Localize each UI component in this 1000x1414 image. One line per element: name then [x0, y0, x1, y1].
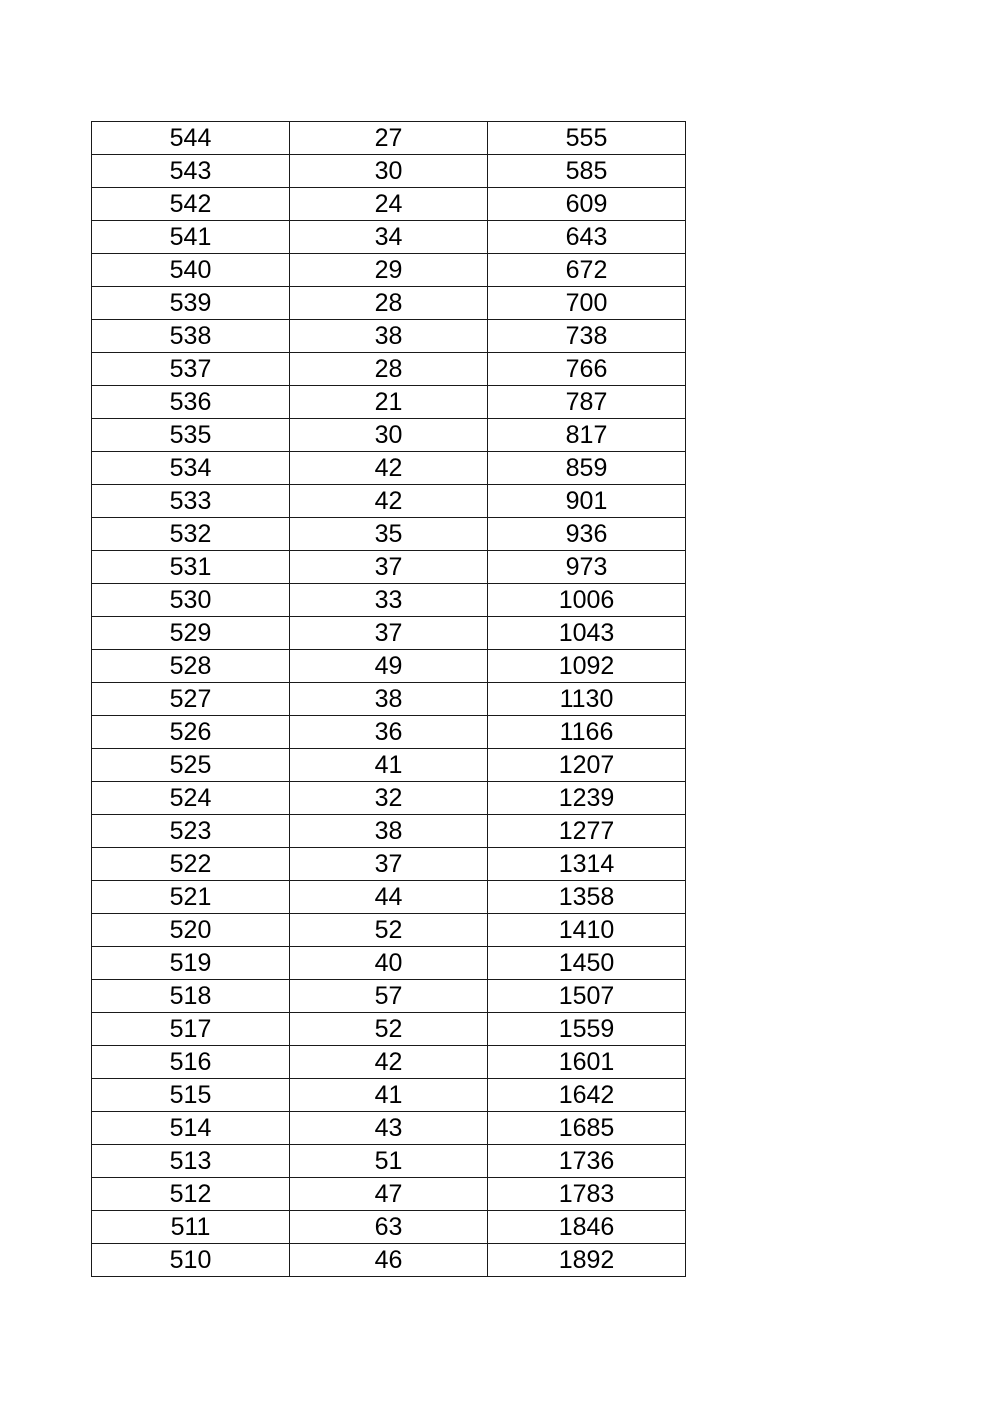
- table-row: [92, 320, 686, 353]
- table-cell: 47: [290, 1178, 488, 1211]
- table-cell: 510: [92, 1244, 290, 1277]
- table-cell: 34: [290, 221, 488, 254]
- table-cell: 52: [290, 914, 488, 947]
- table-cell: 859: [488, 452, 686, 485]
- table-cell: 42: [290, 485, 488, 518]
- table-cell: 787: [488, 386, 686, 419]
- table-row: [92, 650, 686, 683]
- table-cell: 38: [290, 683, 488, 716]
- table-cell: 521: [92, 881, 290, 914]
- table-cell: 518: [92, 980, 290, 1013]
- table-cell: 32: [290, 782, 488, 815]
- table-cell: 1685: [488, 1112, 686, 1145]
- table-cell: 1092: [488, 650, 686, 683]
- table-cell: 523: [92, 815, 290, 848]
- table-cell: 1166: [488, 716, 686, 749]
- table-cell: 21: [290, 386, 488, 419]
- table-cell: 1736: [488, 1145, 686, 1178]
- table-row: [92, 914, 686, 947]
- table-cell: 27: [290, 122, 488, 155]
- table-cell: 534: [92, 452, 290, 485]
- table-row: [92, 485, 686, 518]
- table-row: [92, 716, 686, 749]
- table-cell: 28: [290, 353, 488, 386]
- table-cell: 1006: [488, 584, 686, 617]
- table-cell: 52: [290, 1013, 488, 1046]
- table-cell: 1277: [488, 815, 686, 848]
- table-cell: 524: [92, 782, 290, 815]
- table-row: [92, 848, 686, 881]
- table-cell: 766: [488, 353, 686, 386]
- table-cell: 1892: [488, 1244, 686, 1277]
- table-row: [92, 584, 686, 617]
- table-cell: 1314: [488, 848, 686, 881]
- table-cell: 973: [488, 551, 686, 584]
- table-cell: 531: [92, 551, 290, 584]
- table-cell: 37: [290, 848, 488, 881]
- table-row: [92, 947, 686, 980]
- table-row: [92, 1013, 686, 1046]
- table-cell: 41: [290, 1079, 488, 1112]
- table-row: [92, 1178, 686, 1211]
- table-cell: 540: [92, 254, 290, 287]
- table-row: [92, 419, 686, 452]
- table-cell: 40: [290, 947, 488, 980]
- table-row: [92, 683, 686, 716]
- table-cell: 43: [290, 1112, 488, 1145]
- table-cell: 512: [92, 1178, 290, 1211]
- table-cell: 37: [290, 551, 488, 584]
- table-cell: 1601: [488, 1046, 686, 1079]
- table-row: [92, 155, 686, 188]
- table-cell: 511: [92, 1211, 290, 1244]
- table-cell: 532: [92, 518, 290, 551]
- table-cell: 35: [290, 518, 488, 551]
- table-cell: 514: [92, 1112, 290, 1145]
- table-cell: 30: [290, 419, 488, 452]
- table-row: [92, 782, 686, 815]
- table-cell: 1043: [488, 617, 686, 650]
- table-cell: 1642: [488, 1079, 686, 1112]
- score-table: [91, 121, 686, 1277]
- table-cell: 738: [488, 320, 686, 353]
- table-cell: 517: [92, 1013, 290, 1046]
- table-cell: 30: [290, 155, 488, 188]
- table-cell: 544: [92, 122, 290, 155]
- table-cell: 28: [290, 287, 488, 320]
- table-cell: 44: [290, 881, 488, 914]
- table-cell: 51: [290, 1145, 488, 1178]
- table-cell: 42: [290, 452, 488, 485]
- table-cell: 700: [488, 287, 686, 320]
- table-cell: 537: [92, 353, 290, 386]
- table-cell: 529: [92, 617, 290, 650]
- table-cell: 535: [92, 419, 290, 452]
- table-row: [92, 122, 686, 155]
- table-cell: 24: [290, 188, 488, 221]
- table-cell: 672: [488, 254, 686, 287]
- table-row: [92, 452, 686, 485]
- table-row: [92, 386, 686, 419]
- table-cell: 533: [92, 485, 290, 518]
- table-row: [92, 221, 686, 254]
- table-cell: 63: [290, 1211, 488, 1244]
- table-cell: 516: [92, 1046, 290, 1079]
- table-cell: 33: [290, 584, 488, 617]
- table-cell: 37: [290, 617, 488, 650]
- table-row: [92, 518, 686, 551]
- table-cell: 1130: [488, 683, 686, 716]
- table-cell: 536: [92, 386, 290, 419]
- table-cell: 519: [92, 947, 290, 980]
- table-row: [92, 1046, 686, 1079]
- table-cell: 1358: [488, 881, 686, 914]
- table-cell: 555: [488, 122, 686, 155]
- table-cell: 817: [488, 419, 686, 452]
- table-row: [92, 1145, 686, 1178]
- table-cell: 515: [92, 1079, 290, 1112]
- table-row: [92, 188, 686, 221]
- table-cell: 539: [92, 287, 290, 320]
- table-cell: 1507: [488, 980, 686, 1013]
- table-row: [92, 749, 686, 782]
- table-cell: 538: [92, 320, 290, 353]
- table-cell: 541: [92, 221, 290, 254]
- table-row: [92, 815, 686, 848]
- table-cell: 57: [290, 980, 488, 1013]
- table-cell: 46: [290, 1244, 488, 1277]
- table-row: [92, 617, 686, 650]
- table-cell: 526: [92, 716, 290, 749]
- table-row: [92, 353, 686, 386]
- table-cell: 38: [290, 320, 488, 353]
- table-cell: 29: [290, 254, 488, 287]
- table-cell: 1559: [488, 1013, 686, 1046]
- table-cell: 42: [290, 1046, 488, 1079]
- table-row: [92, 1112, 686, 1145]
- table-cell: 522: [92, 848, 290, 881]
- table-cell: 1410: [488, 914, 686, 947]
- table-row: [92, 254, 686, 287]
- table-body: [92, 122, 686, 1277]
- table-row: [92, 1211, 686, 1244]
- table-cell: 520: [92, 914, 290, 947]
- table-cell: 901: [488, 485, 686, 518]
- table-row: [92, 551, 686, 584]
- table-cell: 936: [488, 518, 686, 551]
- table-cell: 38: [290, 815, 488, 848]
- table-row: [92, 1244, 686, 1277]
- table-cell: 1207: [488, 749, 686, 782]
- table-row: [92, 287, 686, 320]
- table-row: [92, 881, 686, 914]
- table-cell: 643: [488, 221, 686, 254]
- table-cell: 1450: [488, 947, 686, 980]
- table-row: [92, 1079, 686, 1112]
- table-cell: 528: [92, 650, 290, 683]
- table-cell: 1239: [488, 782, 686, 815]
- table-cell: 513: [92, 1145, 290, 1178]
- table-cell: 585: [488, 155, 686, 188]
- table-cell: 49: [290, 650, 488, 683]
- table-cell: 1846: [488, 1211, 686, 1244]
- table-cell: 530: [92, 584, 290, 617]
- table-cell: 1783: [488, 1178, 686, 1211]
- table-cell: 41: [290, 749, 488, 782]
- table-row: [92, 980, 686, 1013]
- table-cell: 36: [290, 716, 488, 749]
- table-cell: 525: [92, 749, 290, 782]
- table-cell: 543: [92, 155, 290, 188]
- table-cell: 527: [92, 683, 290, 716]
- table-cell: 542: [92, 188, 290, 221]
- table-cell: 609: [488, 188, 686, 221]
